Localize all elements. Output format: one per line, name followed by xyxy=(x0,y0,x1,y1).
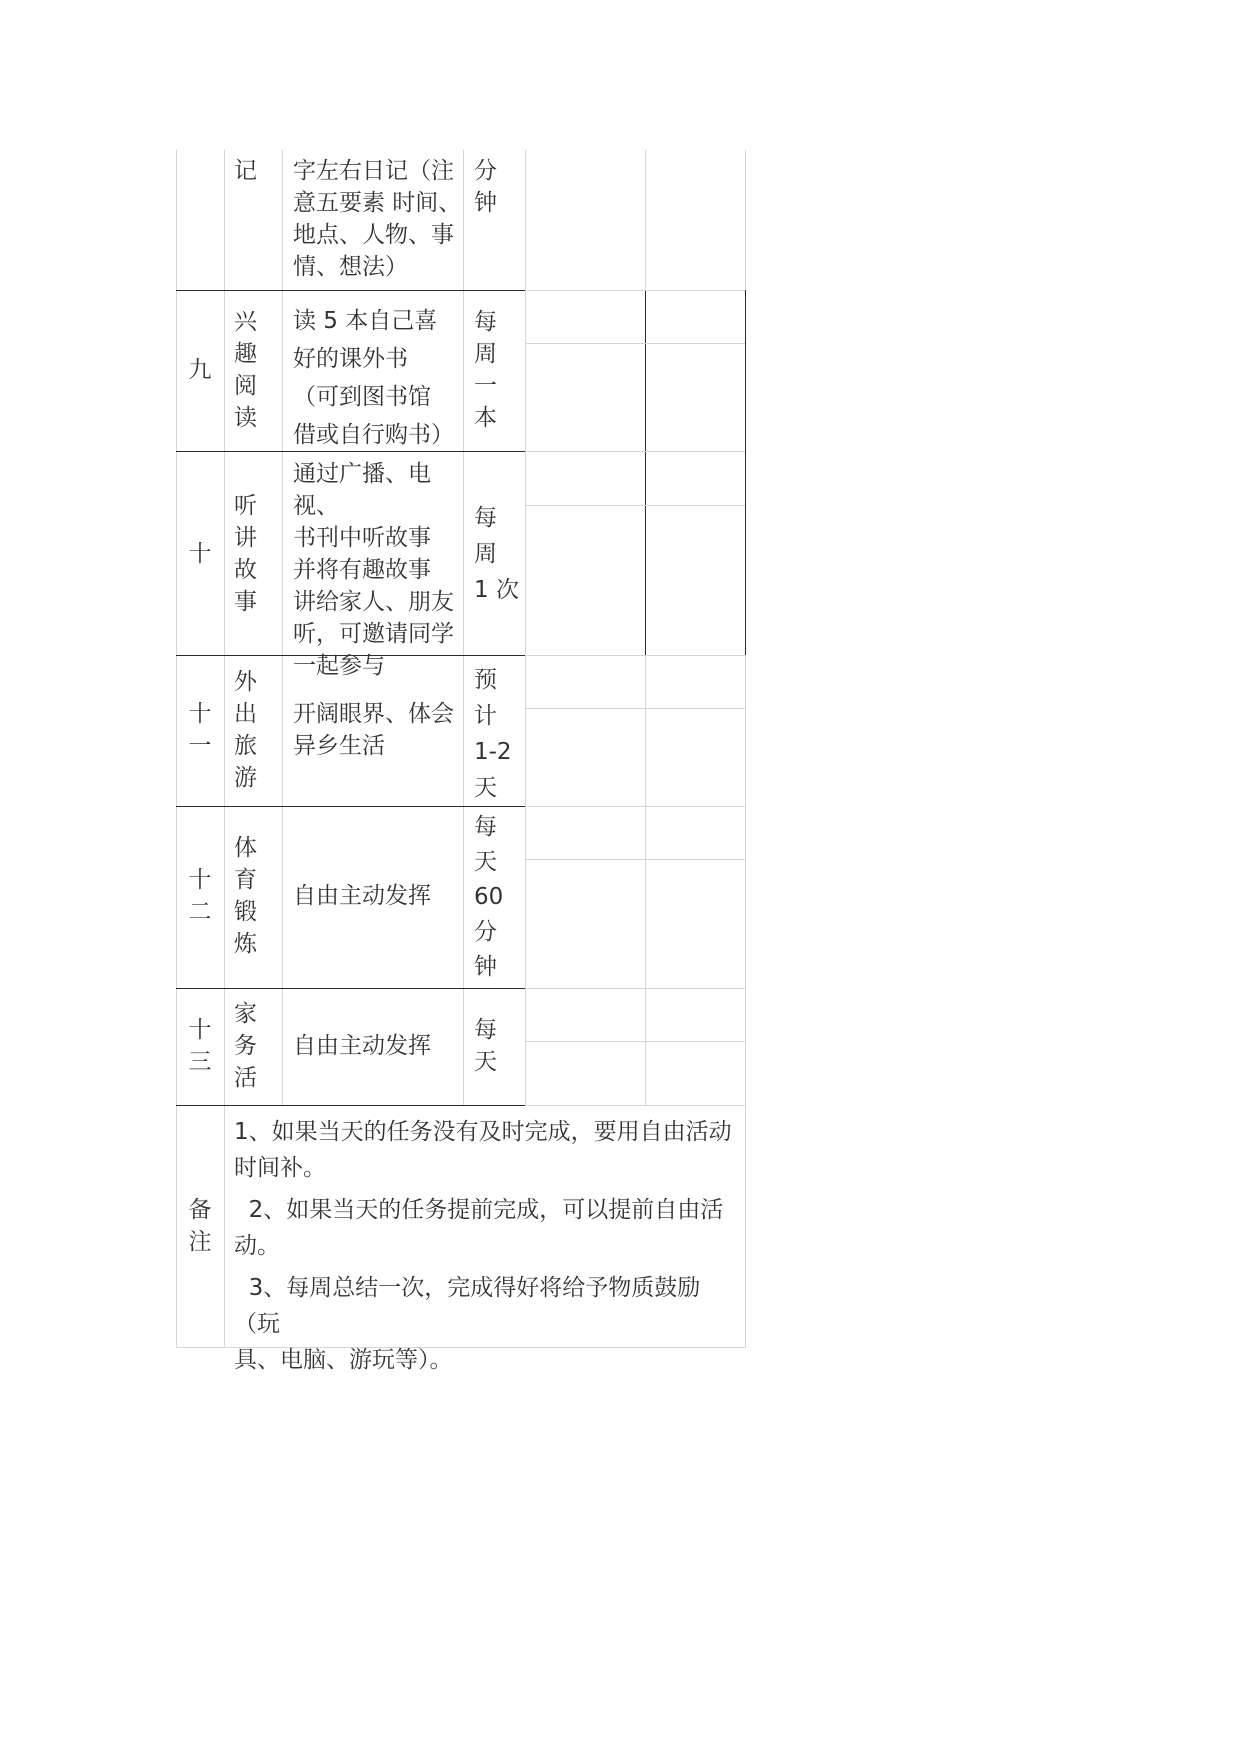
row-item: 体 育 锻 炼 xyxy=(234,835,257,957)
row-content: 自由主动发挥 xyxy=(293,883,431,909)
sub-sep-13 xyxy=(525,1041,745,1042)
sub-sep-10 xyxy=(525,505,745,506)
row-frequency: 分 钟 xyxy=(474,158,497,216)
row-item: 外 出 旅 游 xyxy=(234,669,257,791)
row-content: 字左右日记（注 意五要素 时间、 地点、人物、事 情、想法） xyxy=(293,158,462,280)
row-frequency: 预 计 1-2 天 xyxy=(474,667,512,801)
row-frequency: 每 周 1 次 xyxy=(474,505,519,603)
row-sep-1 xyxy=(176,290,525,291)
row-frequency: 每 周 一 本 xyxy=(474,309,497,431)
row-sep-5-right xyxy=(525,988,745,989)
row-sep-3-right xyxy=(525,655,745,656)
table-border-col4 xyxy=(525,150,526,1106)
sub-sep-12 xyxy=(525,859,745,860)
sub-sep-9 xyxy=(525,343,745,344)
table-border-col5-dark xyxy=(645,290,646,655)
row-item: 家 务 活 xyxy=(234,1001,257,1091)
row-sep-1-right xyxy=(525,290,745,291)
row-sep-5 xyxy=(176,988,525,989)
row-item: 听 讲 故 事 xyxy=(234,493,257,615)
row-sep-6 xyxy=(176,1105,525,1106)
table-border-right-dark xyxy=(745,290,746,655)
row-sep-2-right xyxy=(525,451,745,452)
row-number: 十 二 xyxy=(188,867,212,925)
remarks-line: 3、每周总结一次，完成得好将给予物质鼓励（玩 具、电脑、游玩等）。 xyxy=(234,1275,701,1373)
row-content: 自由主动发挥 xyxy=(293,1033,431,1059)
row-content: 通过广播、电视、 书刊中听故事 并将有趣故事 讲给家人、朋友 听，可邀请同学 一起参与 xyxy=(293,461,454,679)
row-sep-6-right xyxy=(525,1105,745,1106)
remarks-line: 1、如果当天的任务没有及时完成，要用自由活动 时间补。 xyxy=(234,1119,732,1181)
row-frequency: 每 天 60 分 钟 xyxy=(474,814,504,980)
remarks-line: 2、如果当天的任务提前完成，可以提前自由活 动。 xyxy=(234,1197,724,1259)
row-number: 十 三 xyxy=(188,1017,212,1075)
table-border-col3 xyxy=(463,150,464,1106)
row-item: 兴 趣 阅 读 xyxy=(234,309,257,431)
row-number: 九 xyxy=(188,357,212,383)
row-content: 读 5 本自己喜 好的课外书 （可到图书馆 借或自行购书） xyxy=(293,308,454,448)
row-number: 十 xyxy=(188,541,212,567)
row-sep-4 xyxy=(176,806,525,807)
sub-sep-11 xyxy=(525,708,745,709)
row-frequency: 每 天 xyxy=(474,1017,497,1075)
row-content: 开阔眼界、体会 异乡生活 xyxy=(293,701,454,759)
table-border-col2 xyxy=(282,150,283,1106)
row-sep-4-right xyxy=(525,806,745,807)
row-number: 十 一 xyxy=(188,701,212,759)
remarks-label: 备 注 xyxy=(188,1197,212,1255)
table-border-col1 xyxy=(224,150,225,1348)
row-item: 记 xyxy=(234,158,257,184)
